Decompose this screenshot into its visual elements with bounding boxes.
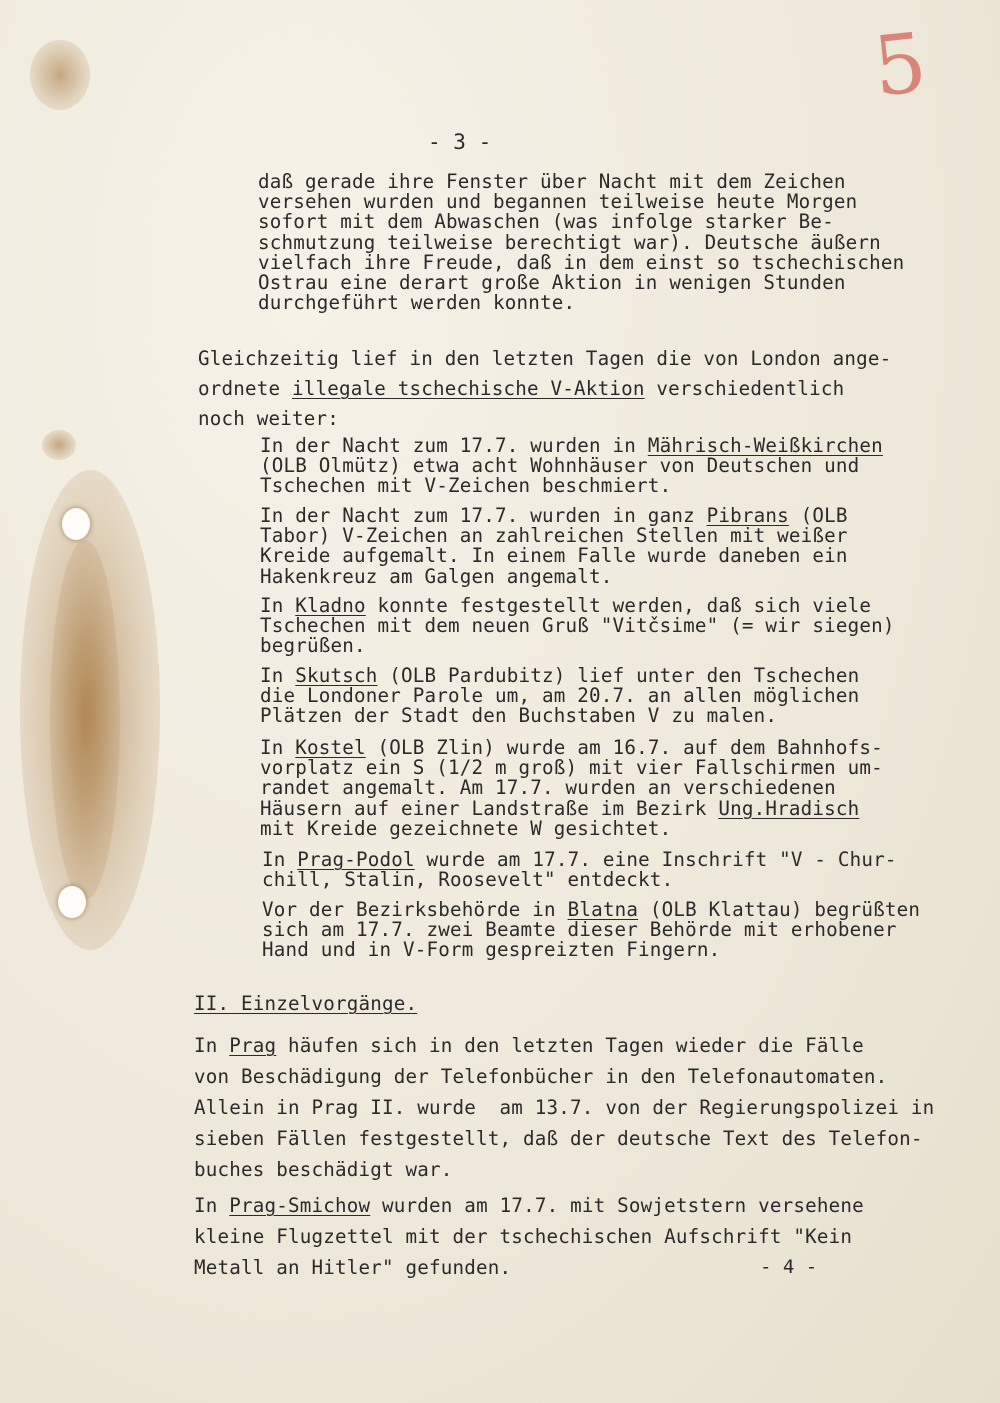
underlined-phrase: illegale tschechische V-Aktion [292, 377, 645, 400]
report-item-5 [260, 738, 883, 839]
paragraph-1 [258, 172, 904, 313]
place-name: Kladno [295, 594, 366, 617]
text-span: In [260, 736, 296, 759]
place-name: Ung.Hradisch [718, 796, 860, 820]
text-line: buches beschädigt war. [194, 1158, 453, 1181]
text-line: versehen wurden und begannen teilweise heute Morgen [258, 190, 858, 214]
text-span: ordnete [198, 377, 293, 400]
handwritten-page-number: 5 [869, 15, 931, 116]
text-span: verschiedentlich [644, 377, 845, 400]
text-span: In der Nacht zum 17.7. wurden in ganz [260, 504, 707, 527]
text-line [262, 850, 897, 870]
report-item-7 [262, 900, 920, 961]
text-span: häufen sich in den letzten Tagen wieder die Fälle [276, 1034, 864, 1057]
text-span: wurden am 17.7. mit Sowjetstern versehene [370, 1194, 864, 1217]
text-span: In der Nacht zum 17.7. wurden in [260, 434, 648, 457]
text-line: mit Kreide gezeichnete W gesichtet. [260, 816, 672, 840]
text-span: In [194, 1034, 230, 1057]
text-span: (OLB [788, 504, 848, 527]
text-line: Ostrau eine derart große Aktion in wenigen Stunden [258, 271, 846, 295]
text-line: Hakenkreuz am Galgen angemalt. [260, 564, 613, 588]
text-line: Plätzen der Stadt den Buchstaben V zu malen. [260, 704, 778, 728]
place-name: Skutsch [295, 664, 378, 687]
text-line: Kreide aufgemalt. In einem Falle wurde daneben ein [260, 544, 848, 568]
text-line: vorplatz ein S (1/2 m groß) mit vier Fallschirmen um- [260, 756, 883, 780]
text-line: schmutzung teilweise berechtigt war). Deutsche äußern [258, 230, 881, 254]
text-line: sofort mit dem Abwaschen (was infolge starker Be- [258, 210, 834, 234]
text-line: Tschechen mit dem neuen Gruß "Vitčsime" (= wir siegen) [260, 614, 895, 638]
text-span: (OLB Klattau) begrüßten [638, 898, 921, 921]
text-span: wurde am 17.7. eine Inschrift "V - Chur- [414, 848, 897, 871]
punch-hole-top [62, 508, 90, 540]
water-stain [50, 540, 120, 900]
text-line: sieben Fällen festgestellt, daß der deutsche Text des Telefon- [194, 1127, 923, 1150]
paragraph-2 [198, 344, 891, 434]
report-item-2 [260, 506, 848, 587]
text-line: Allein in Prag II. wurde am 13.7. von der Regierungspolizei in [194, 1096, 935, 1119]
text-line: Metall an Hitler" gefunden. [194, 1256, 512, 1279]
text-line: daß gerade ihre Fenster über Nacht mit dem Zeichen [258, 170, 846, 193]
report-item-6 [262, 850, 897, 890]
text-line [260, 738, 883, 758]
page-number: - 3 - [428, 130, 492, 154]
text-line: Gleichzeitig lief in den letzten Tagen die von London ange- [198, 347, 892, 370]
text-line: Tschechen mit V-Zeichen beschmiert. [260, 474, 672, 498]
text-line: (OLB Olmütz) etwa acht Wohnhäuser von Deutschen und [260, 454, 860, 478]
place-name: Prag [229, 1034, 277, 1057]
place-name: Kostel [295, 736, 366, 759]
text-line: Hand und in V-Form gespreizten Fingern. [262, 938, 721, 962]
report-item-3 [260, 596, 895, 657]
next-page-marker: - 4 - [760, 1256, 818, 1278]
text-line [260, 436, 883, 456]
place-name: Mährisch-Weißkirchen [647, 434, 883, 457]
text-line [194, 1190, 864, 1221]
text-line: sich am 17.7. zwei Beamte dieser Behörde mit erhobener [262, 918, 897, 942]
report-item-4 [260, 666, 859, 727]
text-line [260, 796, 883, 820]
paragraph-3 [194, 1030, 934, 1185]
rust-stain [42, 430, 76, 460]
text-span: Häusern auf einer Landstraße im Bezirk [260, 796, 719, 820]
text-line [194, 1030, 934, 1061]
text-span: (OLB Zlin) wurde am 16.7. auf dem Bahnhofs- [365, 736, 883, 759]
text-line [198, 374, 891, 404]
text-line [262, 900, 920, 920]
place-name: Prag-Smichow [229, 1194, 371, 1217]
text-line [260, 596, 895, 616]
text-line: von Beschädigung der Telefonbücher in den Telefonautomaten. [194, 1065, 888, 1088]
report-item-1 [260, 436, 883, 497]
rust-stain [30, 40, 90, 110]
text-line: kleine Flugzettel mit der tschechischen Aufschrift "Kein [194, 1225, 853, 1248]
text-span: In [260, 594, 296, 617]
punch-hole-bottom [58, 886, 86, 918]
text-span: (OLB Pardubitz) lief unter den Tschechen [377, 664, 860, 687]
text-span: In [262, 848, 298, 871]
text-line: chill, Stalin, Roosevelt" entdeckt. [262, 868, 674, 892]
text-line: Tabor) V-Zeichen an zahlreichen Stellen mit weißer [260, 524, 848, 548]
place-name: Pibrans [706, 504, 789, 527]
text-line: die Londoner Parole um, am 20.7. an allen möglichen [260, 684, 860, 708]
text-line: begrüßen. [260, 634, 366, 658]
text-line: randet angemalt. Am 17.7. wurden an verschiedenen [260, 776, 836, 800]
text-line: noch weiter: [198, 407, 340, 430]
text-line: durchgeführt werden konnte. [258, 291, 576, 315]
text-span: Vor der Bezirksbehörde in [262, 898, 568, 921]
text-line [260, 506, 848, 526]
place-name: Prag-Podol [297, 848, 415, 871]
text-span: In [194, 1194, 230, 1217]
section-heading: II. Einzelvorgänge. [194, 992, 418, 1015]
text-span: In [260, 664, 296, 687]
place-name: Blatna [567, 898, 639, 921]
text-line: vielfach ihre Freude, daß in dem einst so tschechischen [258, 250, 905, 274]
text-line [260, 666, 859, 686]
text-span: konnte festgestellt werden, daß sich viele [365, 594, 872, 617]
